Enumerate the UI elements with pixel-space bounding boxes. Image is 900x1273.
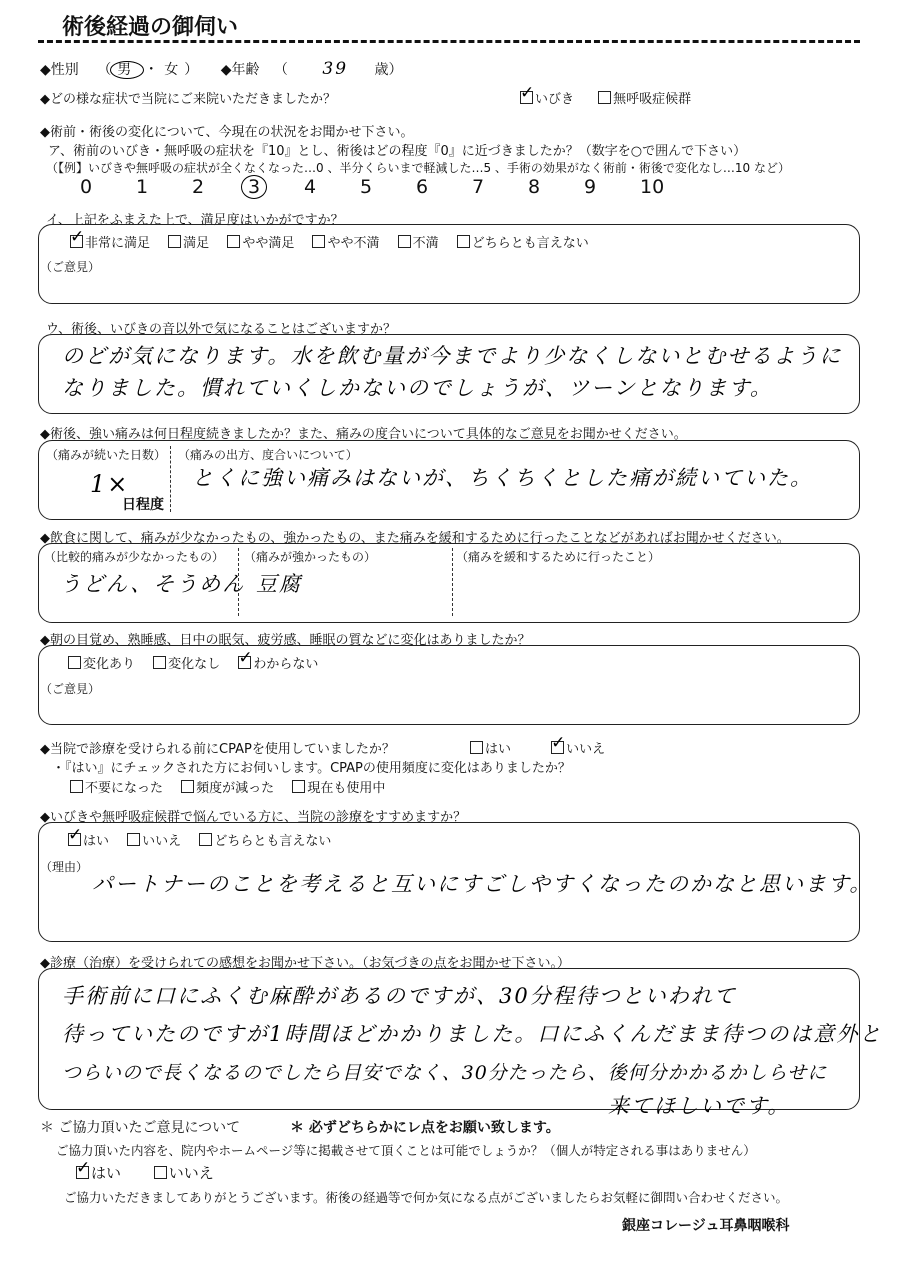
- recommend-neither-checkbox[interactable]: [199, 833, 212, 846]
- change-sub-a: ア、術前のいびき・無呼吸の症状を『10』とし、術後はどの程度『0』に近づきましたか？（数字を○で囲んで下さい）: [48, 144, 747, 159]
- apnea-label: 無呼吸症候群: [613, 92, 692, 107]
- footer-publish-options: [76, 1162, 214, 1183]
- impression-line1[interactable]: 手術前に口にふくむ麻酔があるのですが、30分程待つといわれて: [62, 984, 737, 1008]
- cpap-reduced-checkbox[interactable]: [181, 780, 194, 793]
- gender-options[interactable]: （男 ・女）: [97, 62, 205, 78]
- very-satisfied-label: 非常に満足: [85, 236, 151, 251]
- scale-9[interactable]: 9: [584, 176, 597, 198]
- gender-male-selected: 男: [110, 61, 144, 79]
- cpap-yes-label: はい: [485, 742, 512, 757]
- scale-6[interactable]: 6: [416, 176, 429, 198]
- impression-line3[interactable]: つらいので長くなるのでしたら目安でなく、30分たったら、後何分かかるかしらせに: [62, 1062, 828, 1084]
- food-col2-value[interactable]: 豆腐: [256, 572, 302, 596]
- scale-7[interactable]: 7: [472, 176, 485, 198]
- impression-line4[interactable]: 来てほしいです。: [608, 1094, 791, 1118]
- publish-no-checkbox[interactable]: [154, 1166, 167, 1179]
- snoring-label: いびき: [535, 92, 575, 107]
- pain-days-label: （痛みが続いた日数）: [46, 448, 167, 462]
- gender-row: [40, 59, 402, 79]
- publish-yes-checkbox[interactable]: [76, 1166, 89, 1179]
- pain-days-unit: 日程度: [122, 497, 164, 513]
- scale-8[interactable]: 8: [528, 176, 541, 198]
- food-divider-1: [238, 548, 239, 616]
- somewhat-dissatisfied-label: やや不満: [327, 236, 380, 251]
- food-col1-label: （比較的痛みが少なかったもの）: [44, 550, 225, 564]
- sleep-unchanged-checkbox[interactable]: [153, 656, 166, 669]
- dissatisfied-checkbox[interactable]: [398, 235, 411, 248]
- recommend-yes-label: はい: [83, 834, 110, 849]
- publish-no-label: いいえ: [168, 1164, 214, 1182]
- recommend-no-label: いいえ: [142, 834, 182, 849]
- snoring-checkbox[interactable]: [520, 91, 533, 104]
- cpap-in-use-label: 現在も使用中: [307, 781, 386, 796]
- dissatisfied-label: 不満: [412, 236, 439, 251]
- cpap-unneeded-checkbox[interactable]: [70, 780, 83, 793]
- scale-row: [80, 176, 696, 198]
- scale-4[interactable]: 4: [304, 176, 317, 198]
- symptom-options: [520, 88, 691, 107]
- neither-checkbox[interactable]: [457, 235, 470, 248]
- apnea-checkbox[interactable]: [598, 91, 611, 104]
- cpap-question: ◆当院で診療を受けられる前にCPAPを使用していましたか？: [40, 742, 395, 757]
- recommend-neither-label: どちらとも言えない: [214, 834, 332, 849]
- somewhat-dissatisfied-checkbox[interactable]: [312, 235, 325, 248]
- scale-1[interactable]: 1: [136, 176, 149, 198]
- sleep-options: [68, 653, 332, 672]
- title-divider: [38, 40, 860, 43]
- publish-yes-label: はい: [91, 1164, 122, 1182]
- sleep-changed-label: 変化あり: [83, 657, 136, 672]
- pain-degree-value[interactable]: とくに強い痛みはないが、ちくちくとした痛が続いていた。: [192, 466, 813, 490]
- change-question: ◆術前・術後の変化について、今現在の状況をお聞かせ下さい。: [40, 125, 414, 140]
- pain-question: ◆術後、強い痛みは何日程度続きましたか？また、痛みの度合いについて具体的なご意見をお聞かせください。: [40, 427, 687, 442]
- recommend-options: [68, 830, 345, 849]
- recommend-no-checkbox[interactable]: [127, 833, 140, 846]
- other-question: ウ、術後、いびきの音以外で気になることはございますか？: [46, 322, 396, 337]
- satisfaction-question: イ、上記をふまえた上で、満足度はいかがですか？: [46, 213, 344, 228]
- recommend-reason-value[interactable]: パートナーのことを考えると互いにすごしやすくなったのかなと思います。: [92, 872, 873, 896]
- cpap-sub-question: ・『はい』にチェックされた方にお伺いします。CPAPの使用頻度に変化はありましたか？: [52, 761, 571, 776]
- scale-0[interactable]: 0: [80, 176, 93, 198]
- scale-5[interactable]: 5: [360, 176, 373, 198]
- very-satisfied-checkbox[interactable]: [70, 235, 83, 248]
- footer-note-opinion: ＊ ご協力頂いたご意見について: [40, 1120, 241, 1136]
- food-col2-label: （痛みが強かったもの）: [244, 550, 377, 564]
- footer-thanks: ご協力いただきましてありがとうございます。術後の経過等で何か気になる点がございましたらお気軽に御問い合わせください。: [64, 1190, 789, 1205]
- cpap-yes-checkbox[interactable]: [470, 741, 483, 754]
- pain-divider: [170, 446, 171, 512]
- satisfied-label: 満足: [183, 236, 210, 251]
- age-value[interactable]: 39: [322, 59, 349, 79]
- somewhat-satisfied-label: やや満足: [242, 236, 295, 251]
- food-col3-label: （痛みを緩和するために行ったこと）: [456, 550, 661, 564]
- food-col1-value[interactable]: うどん、そうめん: [60, 572, 246, 596]
- scale-10[interactable]: 10: [640, 176, 665, 198]
- other-answer-line1[interactable]: のどが気になります。水を飲む量が今までより少なくしないとむせるように: [62, 344, 843, 368]
- food-divider-2: [452, 548, 453, 616]
- recommend-question: ◆いびきや無呼吸症候群で悩んでいる方に、当院の診療をすすめますか？: [40, 810, 467, 825]
- clinic-name: 銀座コレージュ耳鼻咽喉科: [622, 1218, 790, 1234]
- page-title: 術後経過の御伺い: [62, 15, 239, 40]
- cpap-no-checkbox[interactable]: [551, 741, 564, 754]
- satisfaction-opinion-label: （ご意見）: [40, 260, 101, 274]
- change-example: （【例】いびきや無呼吸の症状が全くなくなった…0 、半分くらいまで軽減した…5 、手術の効果がなく術前・術後で変化なし…10 など）: [46, 161, 790, 175]
- other-answer-line2[interactable]: なりました。慣れていくしかないのでしょうが、ツーンとなります。: [62, 376, 773, 400]
- gender-label: ◆性別: [40, 62, 79, 78]
- cpap-options: [470, 738, 605, 757]
- sleep-unknown-label: わからない: [253, 657, 319, 672]
- sleep-unknown-checkbox[interactable]: [238, 656, 251, 669]
- satisfaction-options: [70, 232, 603, 251]
- cpap-sub-options: [70, 777, 399, 796]
- recommend-reason-label: （理由）: [40, 860, 89, 874]
- cpap-in-use-checkbox[interactable]: [292, 780, 305, 793]
- cpap-reduced-label: 頻度が減った: [196, 781, 275, 796]
- somewhat-satisfied-checkbox[interactable]: [227, 235, 240, 248]
- sleep-question: ◆朝の目覚め、熟睡感、日中の眠気、疲労感、睡眠の質などに変化はありましたか？: [40, 633, 531, 648]
- pain-degree-label: （痛みの出方、度合いについて）: [178, 448, 358, 462]
- neither-label: どちらとも言えない: [471, 236, 589, 251]
- satisfied-checkbox[interactable]: [168, 235, 181, 248]
- impression-line2[interactable]: 待っていたのですが1時間ほどかかりました。口にふくんだまま待つのは意外と: [62, 1022, 883, 1046]
- scale-3-selected[interactable]: 3: [248, 176, 304, 198]
- footer-note-required: ＊ 必ずどちらかにレ点をお願い致します。: [290, 1120, 560, 1136]
- age-label: ◆年齢: [220, 62, 260, 78]
- cpap-unneeded-label: 不要になった: [85, 781, 164, 796]
- age-close: 歳）: [374, 62, 403, 78]
- food-question: ◆飲食に関して、痛みが少なかったもの、強かったもの、また痛みを緩和するために行ったことなどがあればお聞かせください。: [40, 531, 790, 546]
- sleep-opinion-label: （ご意見）: [40, 682, 101, 696]
- scale-2[interactable]: 2: [192, 176, 205, 198]
- cpap-no-label: いいえ: [566, 742, 606, 757]
- sleep-unchanged-label: 変化なし: [168, 657, 221, 672]
- recommend-yes-checkbox[interactable]: [68, 833, 81, 846]
- impression-question: ◆診療（治療）を受けられての感想をお聞かせ下さい。（お気づきの点をお聞かせ下さい。）: [40, 956, 570, 971]
- age-open: （: [273, 62, 288, 78]
- footer-publish-question: ご協力頂いた内容を、院内やホームページ等に掲載させて頂くことは可能でしょうか？（個人が特定される事はありません）: [56, 1143, 756, 1158]
- pain-days-value[interactable]: 1×: [90, 470, 130, 498]
- symptom-question: ◆どの様な症状で当院にご来院いただきましたか？: [40, 92, 336, 107]
- sleep-changed-checkbox[interactable]: [68, 656, 81, 669]
